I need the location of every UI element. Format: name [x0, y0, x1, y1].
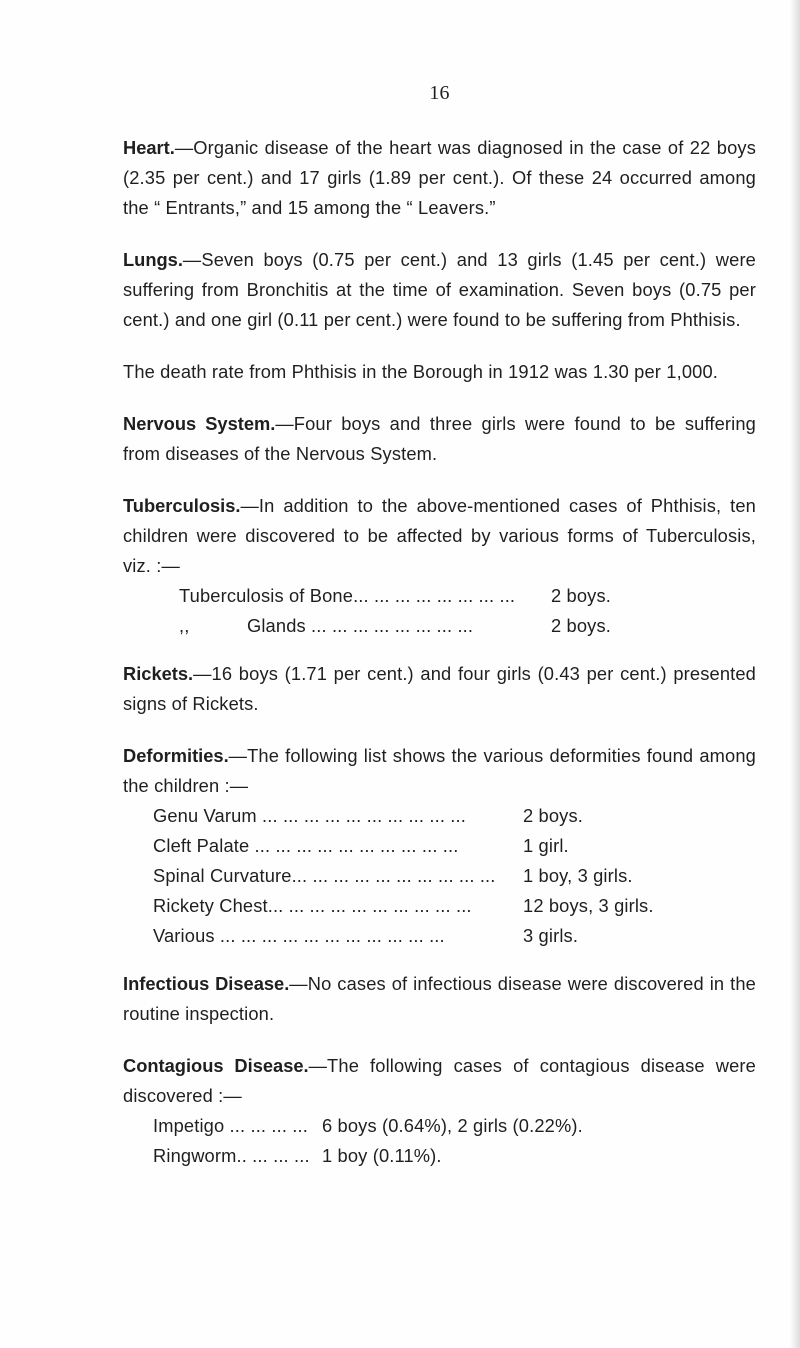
- list-item-label: Tuberculosis of Bone... ... ... ... ... ... ... ...: [179, 585, 516, 606]
- list-item-value: 2 boys.: [551, 615, 611, 636]
- list-item-label: Genu Varum ... ... ... ... ... ... ... ... ... ...: [153, 805, 466, 826]
- tuberculosis-list: [123, 581, 756, 641]
- item-label-text: Rickety Chest: [153, 895, 268, 916]
- infectious-paragraph: [123, 969, 756, 1029]
- item-label-text: Genu Varum: [153, 805, 257, 826]
- contagious-heading: Contagious Disease.: [123, 1055, 309, 1076]
- list-item-value: 2 boys.: [551, 585, 611, 606]
- infectious-heading: Infectious Disease.: [123, 973, 290, 994]
- list-item: [179, 611, 756, 641]
- heart-paragraph: [123, 133, 756, 223]
- list-item-label: Rickety Chest... ... ... ... ... ... ... ... ... ...: [153, 895, 472, 916]
- nervous-heading: Nervous System.: [123, 413, 276, 434]
- list-item: [153, 891, 756, 921]
- list-item-label: Impetigo ... ... ... ...: [153, 1115, 308, 1136]
- page-number: 16: [429, 82, 450, 104]
- list-item-value: 1 girl.: [523, 835, 569, 856]
- heart-heading: Heart.: [123, 137, 175, 158]
- deformities-heading: Deformities.: [123, 745, 229, 766]
- item-label-text: Spinal Curvature: [153, 865, 292, 886]
- list-item: [153, 831, 756, 861]
- tuberculosis-paragraph: [123, 491, 756, 581]
- item-label-text: Various: [153, 925, 215, 946]
- list-item-label: Ringworm.. ... ... ...: [153, 1145, 310, 1166]
- nervous-text: —Four boys and three girls were found to be suffering from diseases of the Nervous System.: [123, 413, 756, 464]
- tuberculosis-text: —In addition to the above-mentioned cases of Phthisis, ten children were discovered to be affected by various forms of Tuberculosis, viz. :—: [123, 495, 756, 576]
- list-item: [153, 1141, 756, 1171]
- infectious-text: —No cases of infectious disease were discovered in the routine inspection.: [123, 973, 756, 1024]
- nervous-paragraph: [123, 409, 756, 469]
- rickets-paragraph: [123, 659, 756, 719]
- contagious-text: —The following cases of contagious disease were discovered :—: [123, 1055, 756, 1106]
- deformities-text: —The following list shows the various deformities found among the children :—: [123, 745, 756, 796]
- rickets-text: —16 boys (1.71 per cent.) and four girls (0.43 per cent.) presented signs of Rickets.: [123, 663, 756, 714]
- item-label-text: Impetigo: [153, 1115, 225, 1136]
- list-item-value: 2 boys.: [523, 805, 583, 826]
- lungs-paragraph: [123, 245, 756, 335]
- death-rate-paragraph: The death rate from Phthisis in the Borough in 1912 was 1.30 per 1,000.: [123, 361, 718, 382]
- rickets-heading: Rickets.: [123, 663, 194, 684]
- item-label-text: Cleft Palate: [153, 835, 250, 856]
- list-item-label: Cleft Palate ... ... ... ... ... ... ... ... ... ...: [153, 835, 459, 856]
- list-item-label: ,, Glands ... ... ... ... ... ... ... ...: [179, 615, 474, 636]
- list-item-value: 12 boys, 3 girls.: [523, 895, 654, 916]
- list-item-value: 1 boy, 3 girls.: [523, 865, 633, 886]
- tuberculosis-heading: Tuberculosis.: [123, 495, 241, 516]
- list-item: [179, 581, 756, 611]
- deformities-list: [123, 801, 756, 951]
- list-item: [153, 1111, 756, 1141]
- list-item: [153, 801, 756, 831]
- list-item: [153, 921, 756, 951]
- page-edge-shadow: [790, 0, 800, 1348]
- list-item: [153, 861, 756, 891]
- contagious-list: [123, 1111, 756, 1171]
- document-page: [123, 78, 756, 1189]
- item-label-text: Tuberculosis of Bone: [179, 585, 354, 606]
- list-item-label: Spinal Curvature... ... ... ... ... ... ... ... ... ...: [153, 865, 496, 886]
- list-item-value: 3 girls.: [523, 925, 579, 946]
- deformities-paragraph: [123, 741, 756, 801]
- heart-text: —Organic disease of the heart was diagnosed in the case of 22 boys (2.35 per cent.) and 17 girls (1.89 per cent.). Of these 24 occurred among the “ Entrants,” and 15 among the “ Leavers.”: [123, 137, 756, 218]
- lungs-text: —Seven boys (0.75 per cent.) and 13 girls (1.45 per cent.) were suffering from Bronchitis at the time of examination. Seven boys (0.75 per cent.) and one girl (0.11 per cent.) were found to be suffering from Phthisis.: [123, 249, 756, 330]
- lungs-heading: Lungs.: [123, 249, 183, 270]
- item-label-text: Ringworm: [153, 1145, 237, 1166]
- list-item-label: Various ... ... ... ... ... ... ... ... ... ... ...: [153, 925, 445, 946]
- contagious-paragraph: [123, 1051, 756, 1111]
- item-label-text: ,, Glands: [179, 615, 306, 636]
- list-item-value: 1 boy (0.11%).: [322, 1145, 442, 1166]
- list-item-value: 6 boys (0.64%), 2 girls (0.22%).: [322, 1115, 583, 1136]
